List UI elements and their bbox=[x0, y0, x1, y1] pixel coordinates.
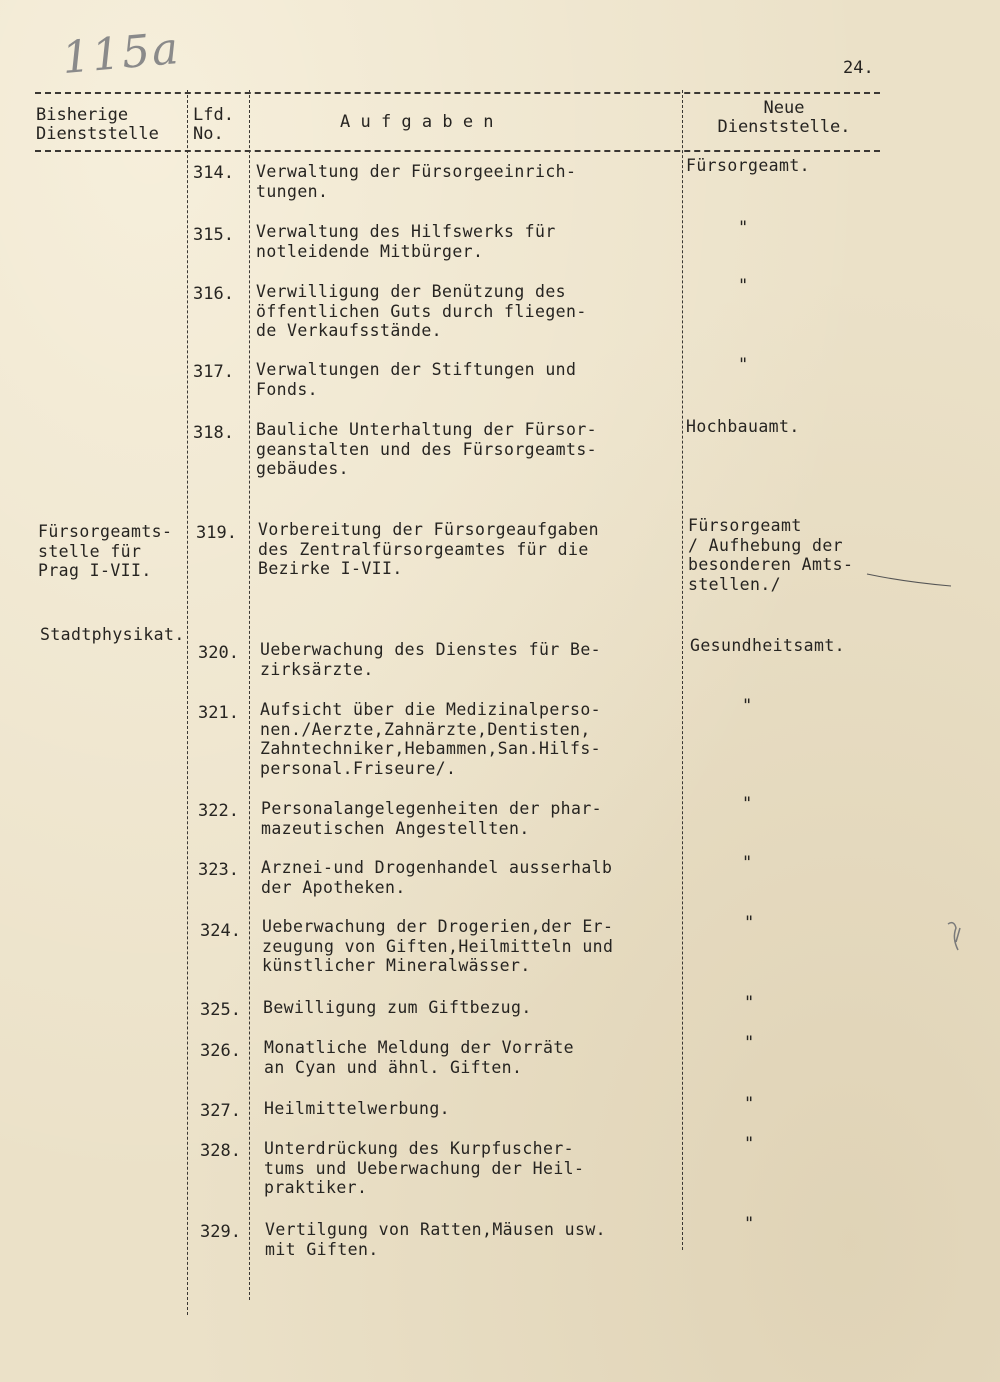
row-number: 321. bbox=[198, 703, 239, 723]
row-number: 320. bbox=[198, 643, 239, 663]
row-number: 324. bbox=[200, 921, 241, 941]
row-number: 327. bbox=[200, 1101, 241, 1121]
row-new-office: Fürsorgeamt. bbox=[686, 156, 811, 175]
row-new-office: " bbox=[744, 993, 755, 1013]
row-number: 329. bbox=[200, 1222, 241, 1242]
column-rule-1 bbox=[187, 90, 188, 1315]
row-new-office: Hochbauamt. bbox=[686, 417, 800, 436]
row-number: 315. bbox=[193, 225, 234, 245]
row-task: Verwaltung der Fürsorgeeinrich- tungen. bbox=[256, 162, 577, 201]
row-number: 314. bbox=[193, 163, 234, 183]
row-number: 317. bbox=[193, 362, 234, 382]
row-task: Personalangelegenheiten der phar- mazeutischen Angestellten. bbox=[261, 799, 603, 838]
pencil-stroke-mark bbox=[865, 570, 955, 590]
row-task: Verwaltungen der Stiftungen und Fonds. bbox=[256, 360, 577, 399]
row-number: 325. bbox=[200, 1000, 241, 1020]
row-task: Vorbereitung der Fürsorgeaufgaben des Zentralfürsorgeamtes für die Bezirke I-VII. bbox=[258, 520, 600, 578]
row-task: Verwilligung der Benützung des öffentlichen Guts durch fliegen- de Verkaufsstände. bbox=[256, 282, 587, 340]
row-task: Unterdrückung des Kurpfuscher- tums und Ueberwachung der Heil- praktiker. bbox=[264, 1139, 585, 1197]
row-new-office: " bbox=[742, 853, 753, 873]
row-task: Bauliche Unterhaltung der Fürsor- geanstalten und des Fürsorgeamts- gebäudes. bbox=[256, 420, 598, 478]
row-new-office: " bbox=[744, 1134, 755, 1154]
page-number: 24. bbox=[843, 58, 874, 78]
row-task: Vertilgung von Ratten,Mäusen usw. mit Giften. bbox=[265, 1220, 607, 1259]
row-new-office: " bbox=[738, 218, 749, 238]
row-number: 323. bbox=[198, 860, 239, 880]
margin-scribble-mark bbox=[940, 918, 970, 958]
row-task: Aufsicht über die Medizinalperso- nen./Aerzte,Zahnärzte,Dentisten, Zahntechniker,Hebammen,San.Hilfs- personal.Friseure/. bbox=[260, 700, 602, 778]
row-task: Arznei-und Drogenhandel ausserhalb der Apotheken. bbox=[261, 858, 613, 897]
row-number: 322. bbox=[198, 801, 239, 821]
row-task: Bewilligung zum Giftbezug. bbox=[263, 998, 532, 1017]
row-task: Ueberwachung der Drogerien,der Er- zeugung von Giften,Heilmitteln und künstlicher Mineralwässer. bbox=[262, 917, 614, 975]
old-office-physikat: Stadtphysikat. bbox=[40, 625, 185, 644]
old-office-welfare: Fürsorgeamts- stelle für Prag I-VII. bbox=[38, 522, 173, 580]
row-new-office: " bbox=[742, 696, 753, 716]
header-number: Lfd. No. bbox=[193, 105, 234, 144]
row-number: 328. bbox=[200, 1141, 241, 1161]
row-task: Heilmittelwerbung. bbox=[264, 1099, 451, 1118]
row-task: Verwaltung des Hilfswerks für notleidende Mitbürger. bbox=[256, 222, 556, 261]
row-new-office: " bbox=[742, 794, 753, 814]
row-number: 326. bbox=[200, 1041, 241, 1061]
row-number: 316. bbox=[193, 284, 234, 304]
row-task: Monatliche Meldung der Vorräte an Cyan und ähnl. Giften. bbox=[264, 1038, 575, 1077]
row-new-office: Gesundheitsamt. bbox=[690, 636, 846, 655]
header-new-office: Neue Dienststelle. bbox=[717, 98, 851, 137]
column-rule-3 bbox=[682, 90, 683, 1250]
row-new-office: Fürsorgeamt / Aufhebung der besonderen Amts- stellen./ bbox=[688, 516, 854, 594]
row-new-office: " bbox=[744, 1214, 755, 1234]
row-new-office: " bbox=[744, 913, 755, 933]
handwritten-archive-number: 115a bbox=[60, 22, 183, 85]
row-new-office: " bbox=[744, 1033, 755, 1053]
header-tasks: A u f g a b e n bbox=[340, 112, 494, 132]
row-new-office: " bbox=[738, 276, 749, 296]
header-top-rule bbox=[35, 92, 880, 94]
column-rule-2 bbox=[249, 90, 250, 1300]
row-number: 318. bbox=[193, 423, 234, 443]
header-old-office: Bisherige Dienststelle bbox=[36, 105, 159, 144]
row-new-office: " bbox=[738, 355, 749, 375]
row-new-office: " bbox=[744, 1094, 755, 1114]
header-bottom-rule bbox=[35, 150, 880, 152]
row-number: 319. bbox=[196, 523, 237, 543]
row-task: Ueberwachung des Dienstes für Be- zirksärzte. bbox=[260, 640, 602, 679]
